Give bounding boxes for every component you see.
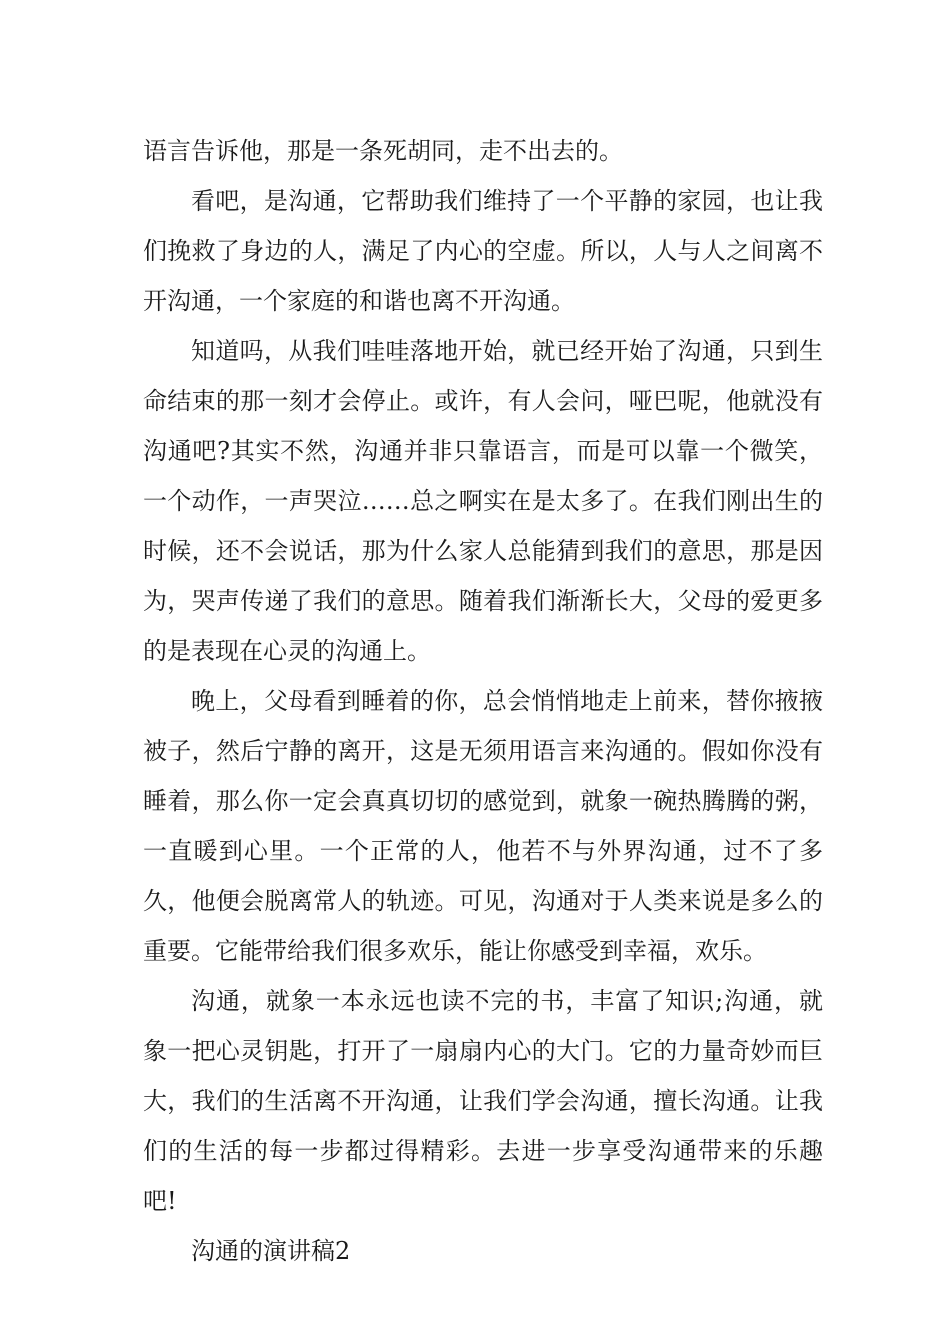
- document-body: [143, 126, 823, 1276]
- paragraph-communication-book: 沟通，就象一本永远也读不完的书，丰富了知识;沟通，就象一把心灵钥匙，打开了一扇扇内心的大门。它的力量奇妙而巨大，我们的生活离不开沟通，让我们学会沟通，擅长沟通。让我们的生活的每一步都过得精彩。去进一步享受沟通带来的乐趣吧!: [143, 987, 823, 1215]
- paragraph-continuation: 语言告诉他，那是一条死胡同，走不出去的。: [143, 137, 623, 165]
- paragraph-communication-harmony: 看吧，是沟通，它帮助我们维持了一个平静的家园，也让我们挽救了身边的人，满足了内心的空虚。所以，人与人之间离不开沟通，一个家庭的和谐也离不开沟通。: [143, 187, 823, 315]
- section-title: 沟通的演讲稿2: [191, 1237, 351, 1265]
- paragraph-communication-from-birth: 知道吗，从我们哇哇落地开始，就已经开始了沟通，只到生命结束的那一刻才会停止。或许，有人会问，哑巴呢，他就没有沟通吧?其实不然，沟通并非只靠语言，而是可以靠一个微笑，一个动作，一声哭泣……总之啊实在是太多了。在我们刚出生的时候，还不会说话，那为什么家人总能猜到我们的意思，那是因为，哭声传递了我们的意思。随着我们渐渐长大，父母的爱更多的是表现在心灵的沟通上。: [143, 337, 823, 665]
- paragraph-parents-night: 晚上，父母看到睡着的你，总会悄悄地走上前来，替你掖掖被子，然后宁静的离开，这是无须用语言来沟通的。假如你没有睡着，那么你一定会真真切切的感觉到，就象一碗热腾腾的粥，一直暖到心里。一个正常的人，他若不与外界沟通，过不了多久，他便会脱离常人的轨迹。可见，沟通对于人类来说是多么的重要。它能带给我们很多欢乐，能让你感受到幸福，欢乐。: [143, 687, 823, 965]
